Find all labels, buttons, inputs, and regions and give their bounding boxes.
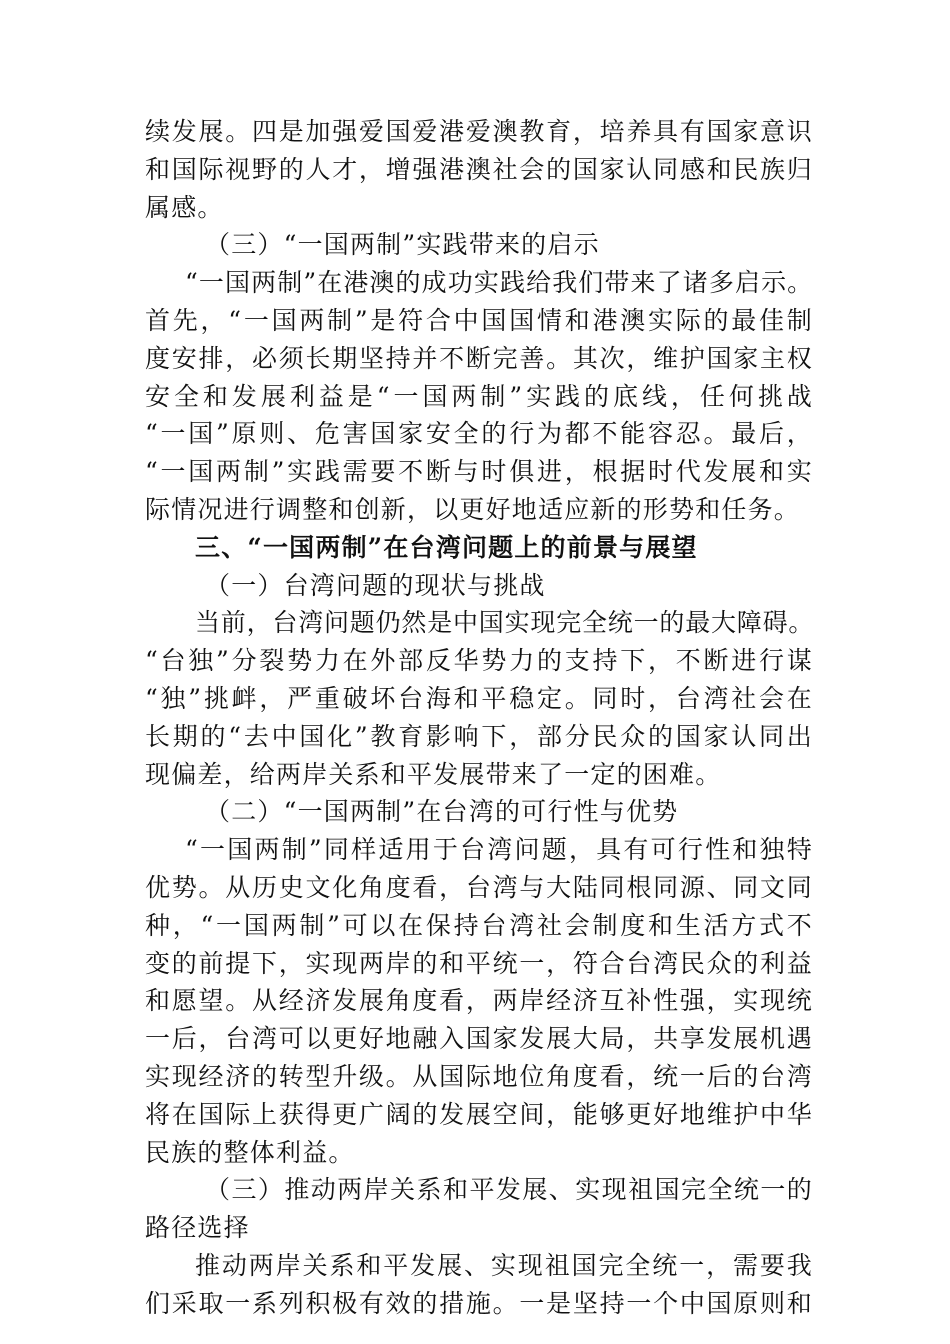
text-line: 安全和发展利益是“一国两制”实践的底线，任何挑战 — [145, 381, 813, 411]
section-heading-1: （一）台湾问题的现状与挑战 — [205, 570, 546, 600]
text-line: 一后，台湾可以更好地融入国家发展大局，共享发展机遇 — [145, 1024, 813, 1054]
text-line: 将在国际上获得更广阔的发展空间，能够更好地维护中华 — [145, 1099, 813, 1129]
text-line: “一国”原则、危害国家安全的行为都不能容忍。最后， — [145, 419, 813, 449]
text-line: 长期的“去中国化”教育影响下，部分民众的国家认同出 — [145, 721, 813, 751]
text-line: 续发展。四是加强爱国爱港爱澳教育，培养具有国家意识 — [145, 117, 813, 146]
text-line: 度安排，必须长期坚持并不断完善。其次，维护国家主权 — [145, 343, 813, 373]
paragraph-start: “一国两制”在港澳的成功实践给我们带来了诸多启示。 — [185, 268, 813, 298]
document-body — [145, 113, 813, 1323]
text-line: 优势。从历史文化角度看，台湾与大陆同根同源、同文同 — [145, 872, 813, 902]
section-heading-2: （二）“一国两制”在台湾的可行性与优势 — [205, 797, 679, 827]
paragraph-start: 推动两岸关系和平发展、实现祖国完全统一，需要我 — [195, 1250, 813, 1280]
text-line: 和愿望。从经济发展角度看，两岸经济互补性强，实现统 — [145, 986, 813, 1016]
chapter-heading: 三、“一国两制”在台湾问题上的前景与展望 — [195, 532, 698, 562]
section-heading-3: （三）“一国两制”实践带来的启示 — [205, 230, 600, 260]
text-line: “台独”分裂势力在外部反华势力的支持下，不断进行谋 — [145, 646, 813, 676]
text-line: 际情况进行调整和创新，以更好地适应新的形势和任务。 — [145, 494, 801, 524]
text-line: 们采取一系列积极有效的措施。一是坚持一个中国原则和 — [145, 1288, 813, 1318]
text-line: 种，“一国两制”可以在保持台湾社会制度和生活方式不 — [145, 910, 813, 940]
paragraph-start: “一国两制”同样适用于台湾问题，具有可行性和独特 — [185, 835, 813, 865]
text-line: “独”挑衅，严重破坏台海和平稳定。同时，台湾社会在 — [145, 683, 813, 713]
section-heading-3b: （三）推动两岸关系和平发展、实现祖国完全统一的 — [205, 1175, 813, 1205]
text-line: 和国际视野的人才，增强港澳社会的国家认同感和民族归 — [145, 154, 813, 184]
text-line: 变的前提下，实现两岸的和平统一，符合台湾民众的利益 — [145, 948, 813, 978]
text-line: “一国两制”实践需要不断与时俱进，根据时代发展和实 — [145, 457, 813, 487]
text-line: 属感。 — [145, 192, 224, 222]
text-line: 民族的整体利益。 — [145, 1137, 355, 1167]
section-heading-3b-cont: 路径选择 — [145, 1213, 250, 1243]
paragraph-start: 当前，台湾问题仍然是中国实现完全统一的最大障碍。 — [195, 608, 815, 638]
text-line: 首先，“一国两制”是符合中国国情和港澳实际的最佳制 — [145, 305, 813, 335]
text-line: 实现经济的转型升级。从国际地位角度看，统一后的台湾 — [145, 1061, 813, 1091]
text-line: 现偏差，给两岸关系和平发展带来了一定的困难。 — [145, 759, 722, 789]
